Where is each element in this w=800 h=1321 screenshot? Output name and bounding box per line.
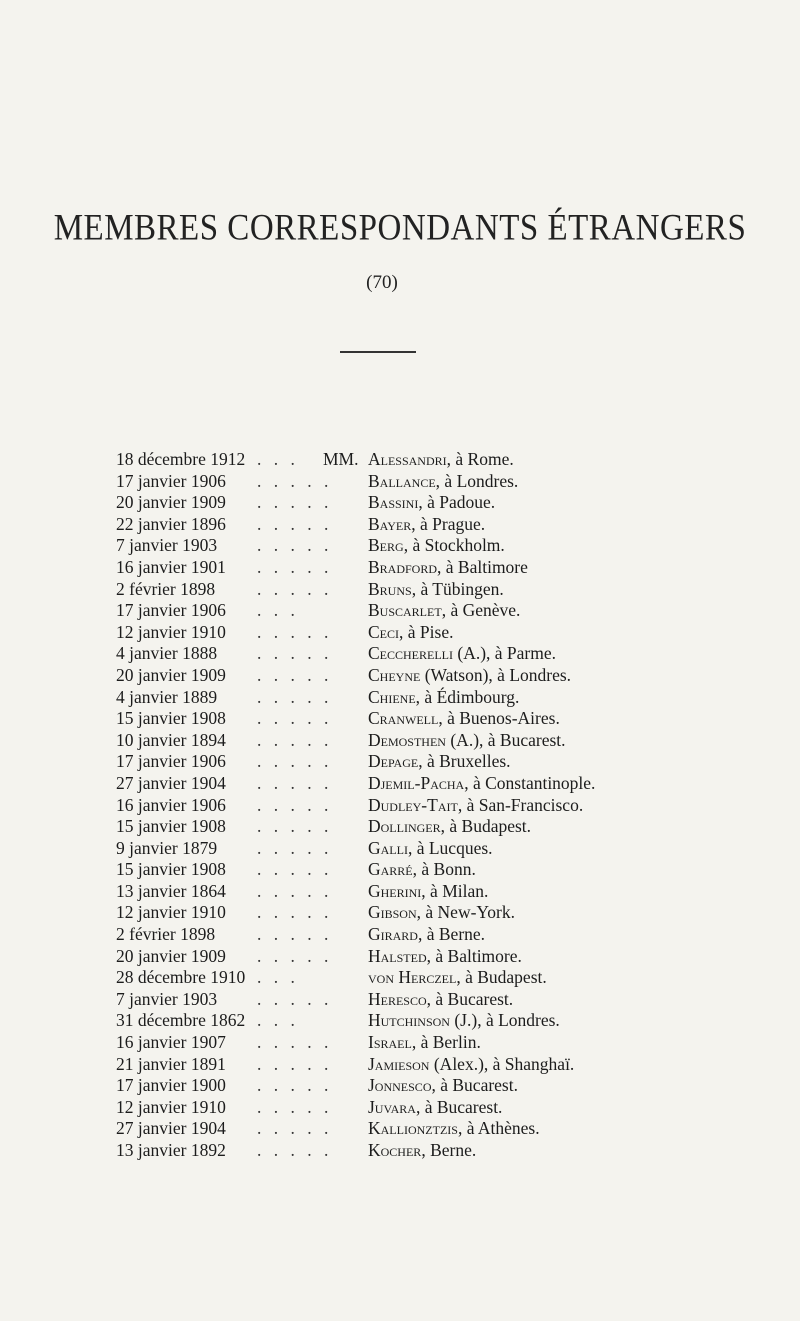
dot-leader: . . . . . bbox=[257, 1096, 333, 1117]
member-name bbox=[368, 665, 571, 687]
dot-leader: . . . . . bbox=[257, 859, 333, 880]
election-date: 9 janvier 1879 bbox=[116, 837, 218, 858]
election-date: 12 janvier 1910 bbox=[116, 902, 226, 923]
dot-leader: . . . . . bbox=[257, 1140, 333, 1160]
member-name bbox=[368, 492, 495, 514]
member-name bbox=[368, 1075, 518, 1097]
member-location: , à New-York. bbox=[416, 902, 516, 923]
member-surname: Garré bbox=[368, 859, 413, 880]
list-item bbox=[0, 1097, 800, 1119]
member-surname: Cheyne bbox=[368, 664, 421, 685]
list-item bbox=[0, 557, 800, 579]
page-title: MEMBRES CORRESPONDANTS ÉTRANGERS bbox=[53, 208, 747, 249]
honorific-prefix: MM. bbox=[323, 449, 359, 469]
list-item bbox=[0, 579, 800, 601]
election-date: 20 janvier 1909 bbox=[116, 492, 226, 513]
dot-leader: . . . . . bbox=[257, 751, 333, 772]
dot-leader: . . . . . bbox=[257, 1075, 333, 1096]
member-surname: Dollinger bbox=[368, 816, 441, 837]
member-surname: Ceccherelli bbox=[368, 643, 453, 664]
list-item bbox=[0, 1032, 800, 1054]
list-item bbox=[0, 535, 800, 557]
election-date: 4 janvier 1889 bbox=[116, 686, 218, 707]
member-location: , à Stockholm. bbox=[403, 535, 505, 556]
list-item bbox=[0, 643, 800, 665]
election-date: 27 janvier 1904 bbox=[116, 772, 226, 793]
member-surname: Hutchinson bbox=[368, 1010, 450, 1031]
member-surname: Demosthen bbox=[368, 729, 446, 750]
election-date: 12 janvier 1910 bbox=[116, 621, 226, 642]
list-item bbox=[0, 1075, 800, 1097]
dot-leader: . . . . . bbox=[257, 535, 333, 556]
dot-leader: . . . . . bbox=[257, 686, 333, 707]
member-location: , à Bucarest. bbox=[431, 1075, 518, 1096]
member-surname: Cranwell bbox=[368, 708, 439, 729]
election-date: 7 janvier 1903 bbox=[116, 988, 218, 1009]
list-item bbox=[0, 881, 800, 903]
member-surname: Ballance bbox=[368, 470, 436, 491]
member-surname: Bradford bbox=[368, 556, 438, 577]
list-item bbox=[0, 1054, 800, 1076]
election-date: 22 janvier 1896 bbox=[116, 513, 226, 534]
member-name bbox=[368, 989, 513, 1011]
member-surname: Kocher bbox=[368, 1140, 422, 1160]
election-date: 13 janvier 1864 bbox=[116, 880, 226, 901]
member-name bbox=[368, 643, 556, 665]
list-item bbox=[0, 1140, 800, 1162]
dot-leader: . . . bbox=[257, 1010, 299, 1031]
election-date: 16 janvier 1906 bbox=[116, 794, 226, 815]
list-item bbox=[0, 859, 800, 881]
member-location: , à Pise. bbox=[399, 621, 454, 642]
member-location: , à Bonn. bbox=[412, 859, 476, 880]
list-item bbox=[0, 471, 800, 493]
member-location: , à Budapest. bbox=[440, 816, 532, 837]
member-location: , à Milan. bbox=[421, 880, 489, 901]
dot-leader: . . . . . bbox=[257, 902, 333, 923]
election-date: 15 janvier 1908 bbox=[116, 708, 226, 729]
list-item bbox=[0, 687, 800, 709]
election-date: 31 décembre 1862 bbox=[116, 1010, 246, 1031]
dot-leader: . . . . . bbox=[257, 513, 333, 534]
member-list bbox=[0, 449, 800, 1162]
member-surname: Israel bbox=[368, 1032, 412, 1053]
member-surname: Buscarlet bbox=[368, 600, 442, 621]
dot-leader: . . . . . bbox=[257, 794, 333, 815]
dot-leader: . . . . . bbox=[257, 729, 333, 750]
list-item bbox=[0, 924, 800, 946]
member-surname: Gibson bbox=[368, 902, 417, 923]
dot-leader: . . . . . bbox=[257, 578, 333, 599]
list-item bbox=[0, 492, 800, 514]
election-date: 20 janvier 1909 bbox=[116, 664, 226, 685]
list-item bbox=[0, 902, 800, 924]
member-location: , à Berne. bbox=[417, 924, 486, 945]
member-name bbox=[368, 622, 453, 644]
member-location: , à Lucques. bbox=[407, 837, 493, 858]
list-item bbox=[0, 449, 800, 471]
dot-leader: . . . . . bbox=[257, 772, 333, 793]
section-divider bbox=[340, 351, 416, 353]
election-date: 2 février 1898 bbox=[116, 924, 216, 945]
dot-leader: . . . . . bbox=[257, 1118, 333, 1139]
dot-leader: . . . . . bbox=[257, 945, 333, 966]
member-surname: Heresco bbox=[368, 988, 427, 1009]
election-date: 17 janvier 1900 bbox=[116, 1075, 226, 1096]
member-location: , à San-Francisco. bbox=[457, 794, 584, 815]
member-location: , à Bucarest. bbox=[415, 1096, 503, 1117]
dot-leader: . . . . . bbox=[257, 621, 333, 642]
election-date: 13 janvier 1892 bbox=[116, 1140, 226, 1160]
member-location: (Watson), à Londres. bbox=[420, 664, 572, 685]
member-location: , Berne. bbox=[421, 1140, 477, 1160]
member-surname: Dudley-Tait bbox=[368, 794, 458, 815]
member-location: (A.), à Bucarest. bbox=[445, 729, 566, 750]
list-item bbox=[0, 838, 800, 860]
dot-leader: . . . bbox=[257, 967, 299, 988]
member-location: , à Constantinople. bbox=[464, 772, 596, 793]
election-date: 2 février 1898 bbox=[116, 578, 216, 599]
member-location: , à Édimbourg. bbox=[415, 686, 520, 707]
member-name bbox=[368, 1140, 476, 1162]
list-item bbox=[0, 622, 800, 644]
dot-leader: . . . . . bbox=[257, 470, 333, 491]
member-surname: Jamieson bbox=[368, 1053, 430, 1074]
member-surname: Halsted bbox=[368, 945, 427, 966]
member-name bbox=[368, 838, 493, 860]
member-name bbox=[368, 730, 566, 752]
member-surname: Berg bbox=[368, 535, 404, 556]
member-name bbox=[368, 773, 595, 795]
member-name bbox=[368, 1010, 560, 1032]
member-surname: Ceci bbox=[368, 621, 400, 642]
member-surname: Gherini bbox=[368, 880, 422, 901]
dot-leader: . . . . . bbox=[257, 1032, 333, 1053]
member-count: (70) bbox=[366, 272, 398, 293]
list-item bbox=[0, 665, 800, 687]
member-location: , à Padoue. bbox=[418, 492, 496, 513]
member-surname: von Herczel bbox=[368, 967, 457, 988]
dot-leader: . . . bbox=[257, 449, 299, 469]
list-item bbox=[0, 773, 800, 795]
member-location: , à Berlin. bbox=[411, 1032, 481, 1053]
member-location: , à Bucarest. bbox=[426, 988, 514, 1009]
member-location: , à Prague. bbox=[411, 513, 486, 534]
member-surname: Bassini bbox=[368, 492, 419, 513]
dot-leader: . . . . . bbox=[257, 988, 333, 1009]
election-date: 16 janvier 1907 bbox=[116, 1032, 226, 1053]
member-surname: Alessandri bbox=[368, 449, 447, 469]
election-date: 27 janvier 1904 bbox=[116, 1118, 226, 1139]
member-name bbox=[368, 795, 583, 817]
list-item bbox=[0, 1118, 800, 1140]
member-name bbox=[368, 881, 488, 903]
member-name bbox=[368, 924, 485, 946]
election-date: 17 janvier 1906 bbox=[116, 751, 226, 772]
election-date: 28 décembre 1910 bbox=[116, 967, 246, 988]
dot-leader: . . . bbox=[257, 600, 299, 621]
member-name bbox=[368, 859, 476, 881]
member-name bbox=[368, 535, 505, 557]
member-name bbox=[368, 1054, 574, 1076]
list-item bbox=[0, 946, 800, 968]
election-date: 15 janvier 1908 bbox=[116, 816, 226, 837]
member-name bbox=[368, 557, 528, 579]
dot-leader: . . . . . bbox=[257, 643, 333, 664]
dot-leader: . . . . . bbox=[257, 880, 333, 901]
list-item bbox=[0, 795, 800, 817]
member-surname: Chiene bbox=[368, 686, 416, 707]
list-item bbox=[0, 514, 800, 536]
member-name bbox=[368, 1097, 502, 1119]
election-date: 20 janvier 1909 bbox=[116, 945, 226, 966]
member-location: , à Budapest. bbox=[456, 967, 547, 988]
member-name bbox=[368, 751, 511, 773]
member-name bbox=[368, 946, 522, 968]
member-surname: Depage bbox=[368, 751, 419, 772]
member-surname: Bayer bbox=[368, 513, 412, 534]
member-location: , à Bruxelles. bbox=[418, 751, 511, 772]
dot-leader: . . . . . bbox=[257, 556, 333, 577]
member-location: (A.), à Parme. bbox=[453, 643, 557, 664]
member-name bbox=[368, 902, 515, 924]
member-surname: Kallionztzis bbox=[368, 1118, 458, 1139]
member-location: , à Rome. bbox=[446, 449, 514, 469]
election-date: 7 janvier 1903 bbox=[116, 535, 218, 556]
member-location: (J.), à Londres. bbox=[449, 1010, 560, 1031]
member-name bbox=[368, 471, 518, 493]
member-location: , à Tübingen. bbox=[411, 578, 504, 599]
member-surname: Girard bbox=[368, 924, 418, 945]
member-name bbox=[368, 600, 520, 622]
election-date: 21 janvier 1891 bbox=[116, 1053, 226, 1074]
list-item bbox=[0, 989, 800, 1011]
dot-leader: . . . . . bbox=[257, 492, 333, 513]
member-location: , à Baltimore bbox=[437, 556, 528, 577]
member-surname: Jonnesco bbox=[368, 1075, 432, 1096]
election-date: 4 janvier 1888 bbox=[116, 643, 218, 664]
member-name bbox=[368, 967, 547, 989]
member-name bbox=[368, 579, 504, 601]
member-name bbox=[368, 1032, 481, 1054]
member-location: , à Baltimore. bbox=[426, 945, 522, 966]
member-name bbox=[368, 514, 485, 536]
list-item bbox=[0, 751, 800, 773]
dot-leader: . . . . . bbox=[257, 1053, 333, 1074]
member-name bbox=[368, 687, 519, 709]
member-surname: Djemil-Pacha bbox=[368, 772, 465, 793]
list-item bbox=[0, 730, 800, 752]
dot-leader: . . . . . bbox=[257, 708, 333, 729]
election-date: 12 janvier 1910 bbox=[116, 1096, 226, 1117]
member-name bbox=[368, 449, 514, 471]
member-name bbox=[368, 708, 560, 730]
member-surname: Juvara bbox=[368, 1096, 416, 1117]
election-date: 10 janvier 1894 bbox=[116, 729, 226, 750]
list-item bbox=[0, 1010, 800, 1032]
member-name bbox=[368, 816, 531, 838]
member-name bbox=[368, 1118, 540, 1140]
list-item bbox=[0, 967, 800, 989]
list-item bbox=[0, 600, 800, 622]
list-item bbox=[0, 708, 800, 730]
election-date: 16 janvier 1901 bbox=[116, 556, 226, 577]
member-surname: Galli bbox=[368, 837, 408, 858]
member-location: , à Buenos-Aires. bbox=[438, 708, 560, 729]
dot-leader: . . . . . bbox=[257, 816, 333, 837]
election-date: 18 décembre 1912 bbox=[116, 449, 246, 469]
dot-leader: . . . . . bbox=[257, 837, 333, 858]
member-location: (Alex.), à Shanghaï. bbox=[429, 1053, 575, 1074]
dot-leader: . . . . . bbox=[257, 664, 333, 685]
member-location: , à Athènes. bbox=[457, 1118, 540, 1139]
election-date: 15 janvier 1908 bbox=[116, 859, 226, 880]
election-date: 17 janvier 1906 bbox=[116, 600, 226, 621]
election-date: 17 janvier 1906 bbox=[116, 470, 226, 491]
member-location: , à Londres. bbox=[435, 470, 519, 491]
member-location: , à Genève. bbox=[441, 600, 521, 621]
list-item bbox=[0, 816, 800, 838]
dot-leader: . . . . . bbox=[257, 924, 333, 945]
member-surname: Bruns bbox=[368, 578, 412, 599]
